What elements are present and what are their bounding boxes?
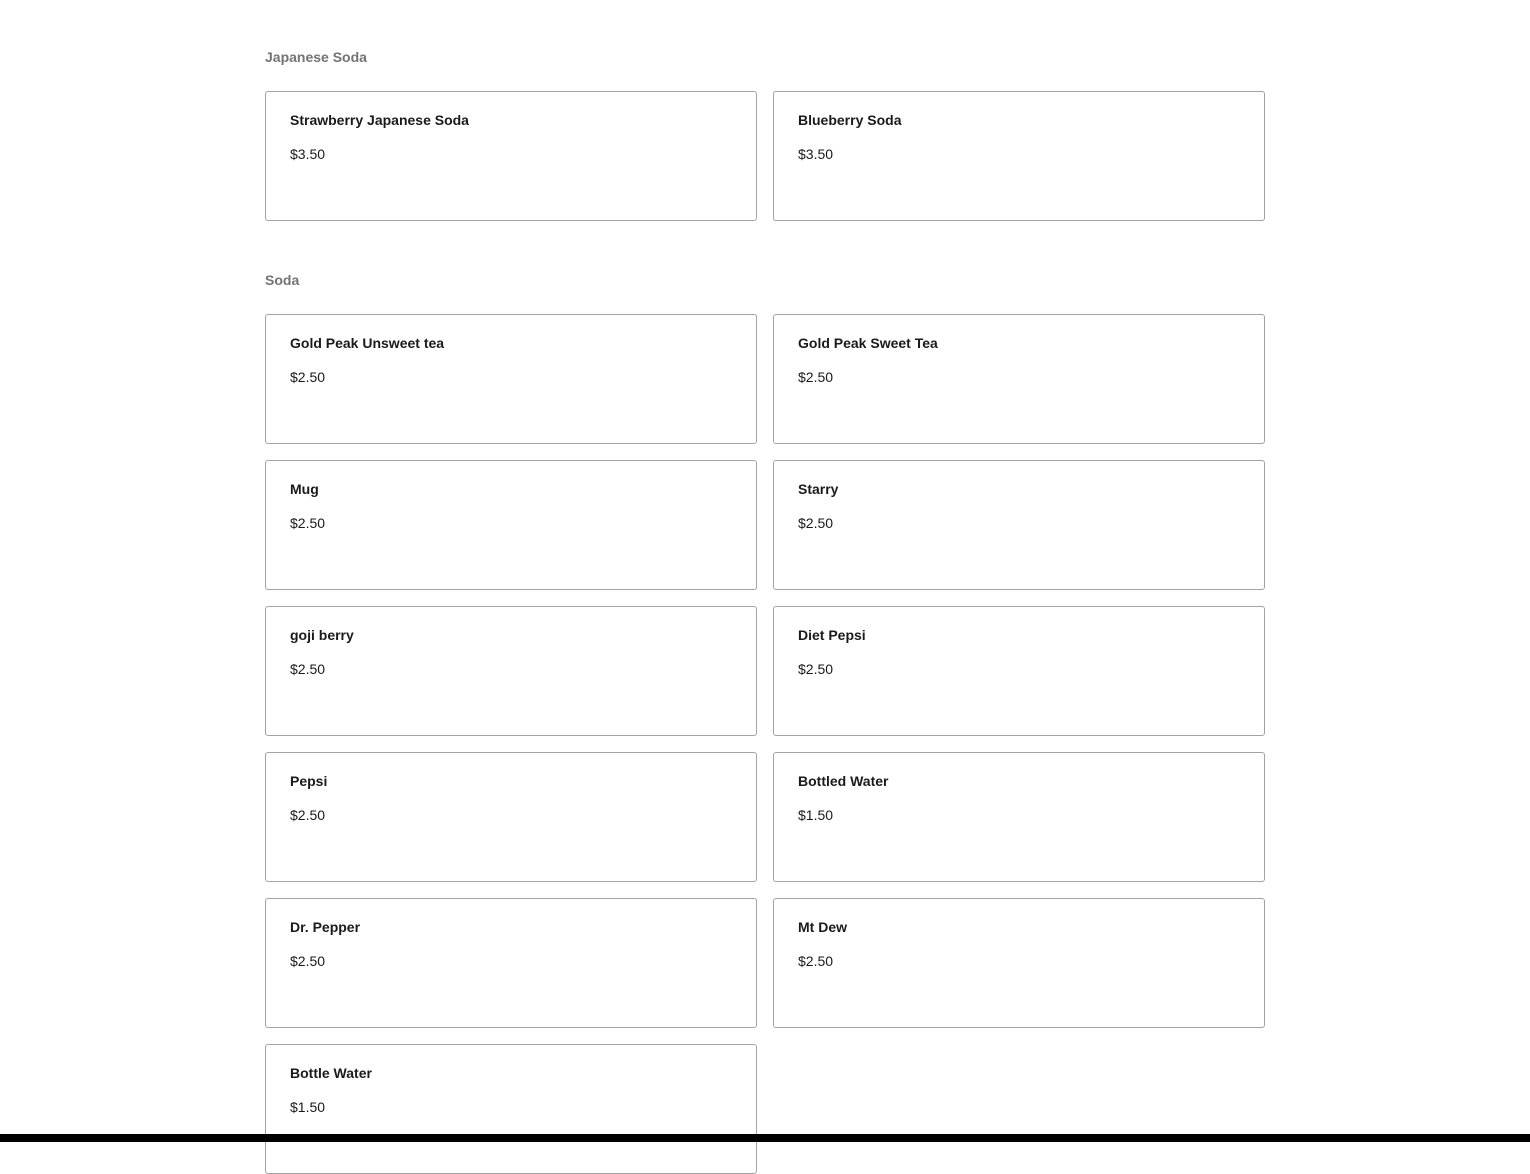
menu-item-name: Blueberry Soda <box>798 112 902 128</box>
menu-item-price: $2.50 <box>290 661 326 677</box>
menu-item-price: $1.50 <box>290 1099 326 1115</box>
menu-item-price: $2.50 <box>290 953 326 969</box>
menu-item-name: Pepsi <box>290 773 328 789</box>
menu-item-card[interactable] <box>265 898 757 1028</box>
menu-item-price: $2.50 <box>290 807 326 823</box>
menu-item-name: Gold Peak Unsweet tea <box>290 335 445 351</box>
section-title: Soda <box>265 272 300 288</box>
menu-item-name: goji berry <box>290 627 354 643</box>
menu-item-card[interactable] <box>773 606 1265 736</box>
menu-item-name: Mug <box>290 481 319 497</box>
menu-item-card[interactable] <box>265 460 757 590</box>
menu-item-name: Starry <box>798 481 839 497</box>
menu-item-name: Bottle Water <box>290 1065 372 1081</box>
menu-item-price: $1.50 <box>798 807 834 823</box>
menu-item-price: $2.50 <box>290 369 326 385</box>
menu-item-card[interactable] <box>265 1044 757 1174</box>
bottom-bar <box>0 1134 1530 1142</box>
menu-item-price: $2.50 <box>290 515 326 531</box>
menu-item-name: Gold Peak Sweet Tea <box>798 335 938 351</box>
menu-item-price: $2.50 <box>798 661 834 677</box>
menu-item-grid <box>265 91 1265 221</box>
menu-item-name: Bottled Water <box>798 773 889 789</box>
menu-item-card[interactable] <box>265 314 757 444</box>
menu-item-grid <box>265 314 1265 1174</box>
menu-item-card[interactable] <box>773 314 1265 444</box>
menu-item-price: $3.50 <box>798 146 834 162</box>
menu-item-card[interactable] <box>773 460 1265 590</box>
menu-item-name: Strawberry Japanese Soda <box>290 112 469 128</box>
menu-item-price: $3.50 <box>290 146 326 162</box>
menu-item-card[interactable] <box>773 91 1265 221</box>
menu-item-card[interactable] <box>265 752 757 882</box>
menu-item-card[interactable] <box>265 606 757 736</box>
menu-item-card[interactable] <box>265 91 757 221</box>
menu-item-card[interactable] <box>773 752 1265 882</box>
menu-item-card[interactable] <box>773 898 1265 1028</box>
menu-item-price: $2.50 <box>798 369 834 385</box>
menu-item-name: Diet Pepsi <box>798 627 866 643</box>
menu-item-name: Mt Dew <box>798 919 847 935</box>
section-title: Japanese Soda <box>265 49 367 65</box>
menu-item-price: $2.50 <box>798 515 834 531</box>
menu-item-price: $2.50 <box>798 953 834 969</box>
menu-item-name: Dr. Pepper <box>290 919 361 935</box>
